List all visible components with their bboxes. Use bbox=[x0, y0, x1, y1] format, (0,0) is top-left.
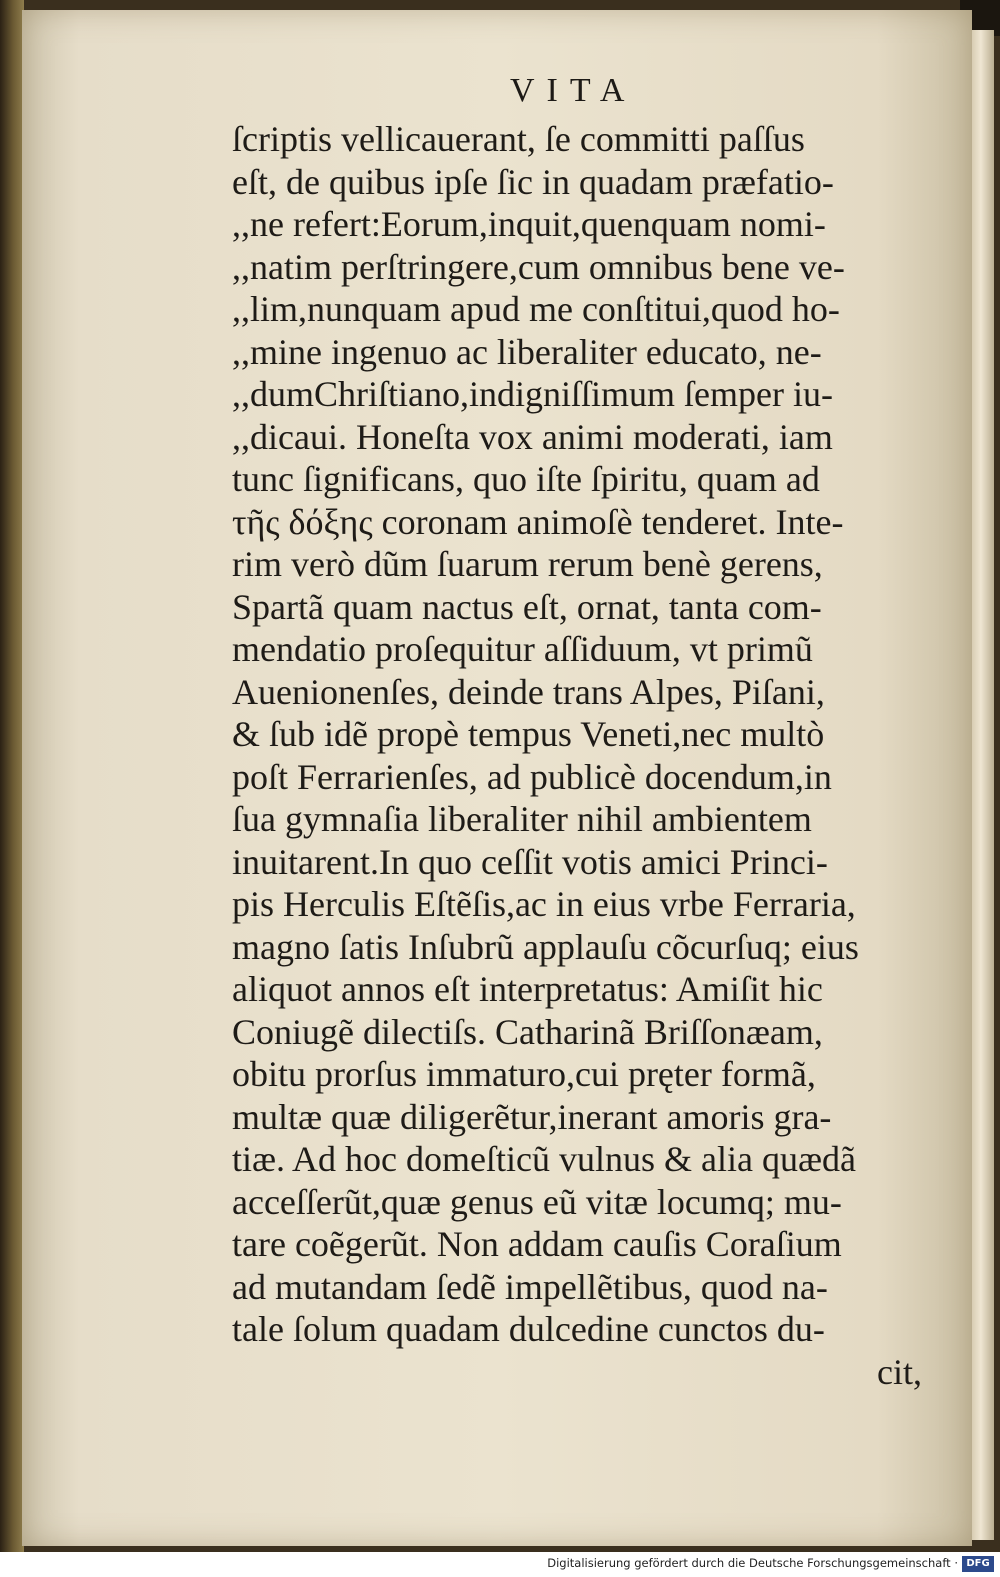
text-line: poſt Ferrarienſes, ad publicè docendum,in bbox=[232, 756, 832, 797]
text-line: magno ſatis Inſubrũ applauſu cõcurſuq; eius bbox=[232, 926, 859, 967]
text-line: Auenionenſes, deinde trans Alpes, Piſani, bbox=[232, 671, 825, 712]
text-line: obitu prorſus immaturo,cui pręter formã, bbox=[232, 1054, 816, 1094]
text-line: ,,dicaui. Honeſta vox animi moderati, iam bbox=[232, 416, 833, 457]
text-line: ,,mine ingenuo ac liberaliter educato, ne- bbox=[232, 331, 822, 372]
text-line: tare coẽgerũt. Non addam cauſis Coraſium bbox=[232, 1224, 842, 1264]
text-line: aliquot annos eſt interpretatus: Amiſit hic bbox=[232, 969, 823, 1009]
text-line: ,,lim,nunquam apud me conſtitui,quod ho- bbox=[232, 289, 840, 329]
text-line: acceſſerũt,quæ genus eũ vitæ locumq; mu- bbox=[232, 1181, 842, 1222]
digitization-footer bbox=[0, 1552, 1000, 1577]
text-line: tiæ. Ad hoc domeſticũ vulnus & alia quædã bbox=[232, 1139, 856, 1179]
text-line: ,,natim perſtringere,cum omnibus bene ve- bbox=[232, 246, 845, 287]
text-line: inuitarent.In quo ceſſit votis amici Princi- bbox=[232, 841, 828, 882]
running-header: VITA bbox=[510, 72, 637, 109]
text-line: τῆς δόξης coronam animoſè tenderet. Inte- bbox=[232, 501, 844, 542]
text-line: ,,ne refert:Eorum,inquit,quenquam nomi- bbox=[232, 204, 826, 244]
page-body-text bbox=[232, 118, 922, 1393]
page-fore-edge bbox=[972, 30, 994, 1540]
dfg-logo: DFG bbox=[962, 1556, 994, 1572]
text-line: eſt, de quibus ipſe ſic in quadam præfatio- bbox=[232, 161, 834, 202]
text-line: ,,dumChriſtiano,indigniſſimum ſemper iu- bbox=[232, 374, 833, 414]
text-line: multæ quæ diligerẽtur,inerant amoris gra- bbox=[232, 1096, 832, 1137]
text-line: tale ſolum quadam dulcedine cunctos du- bbox=[232, 1309, 825, 1349]
text-line: ad mutandam ſedẽ impellẽtibus, quod na- bbox=[232, 1266, 828, 1307]
text-line: pis Herculis Eſtẽſis,ac in eius vrbe Ferraria, bbox=[232, 884, 856, 924]
text-line: tunc ſignificans, quo iſte ſpiritu, quam ad bbox=[232, 459, 820, 499]
book-board-left bbox=[0, 0, 24, 1552]
text-line: ſua gymnaſia liberaliter nihil ambientem bbox=[232, 799, 812, 839]
text-line: ſcriptis vellicauerant, ſe committi paſſus bbox=[232, 119, 805, 159]
text-line: mendatio proſequitur aſſiduum, vt primũ bbox=[232, 629, 813, 669]
text-line: Coniugẽ dilectiſs. Catharinã Briſſonæam, bbox=[232, 1011, 823, 1052]
text-line: & ſub idẽ propè tempus Veneti,nec multò bbox=[232, 714, 825, 754]
catchword: cit, bbox=[877, 1351, 922, 1392]
funding-notice: Digitalisierung gefördert durch die Deutsche Forschungsgemeinschaft · bbox=[547, 1556, 958, 1570]
text-line: Spartã quam nactus eſt, ornat, tanta com- bbox=[232, 586, 822, 627]
text-line: rim verò dũm ſuarum rerum benè gerens, bbox=[232, 544, 823, 584]
